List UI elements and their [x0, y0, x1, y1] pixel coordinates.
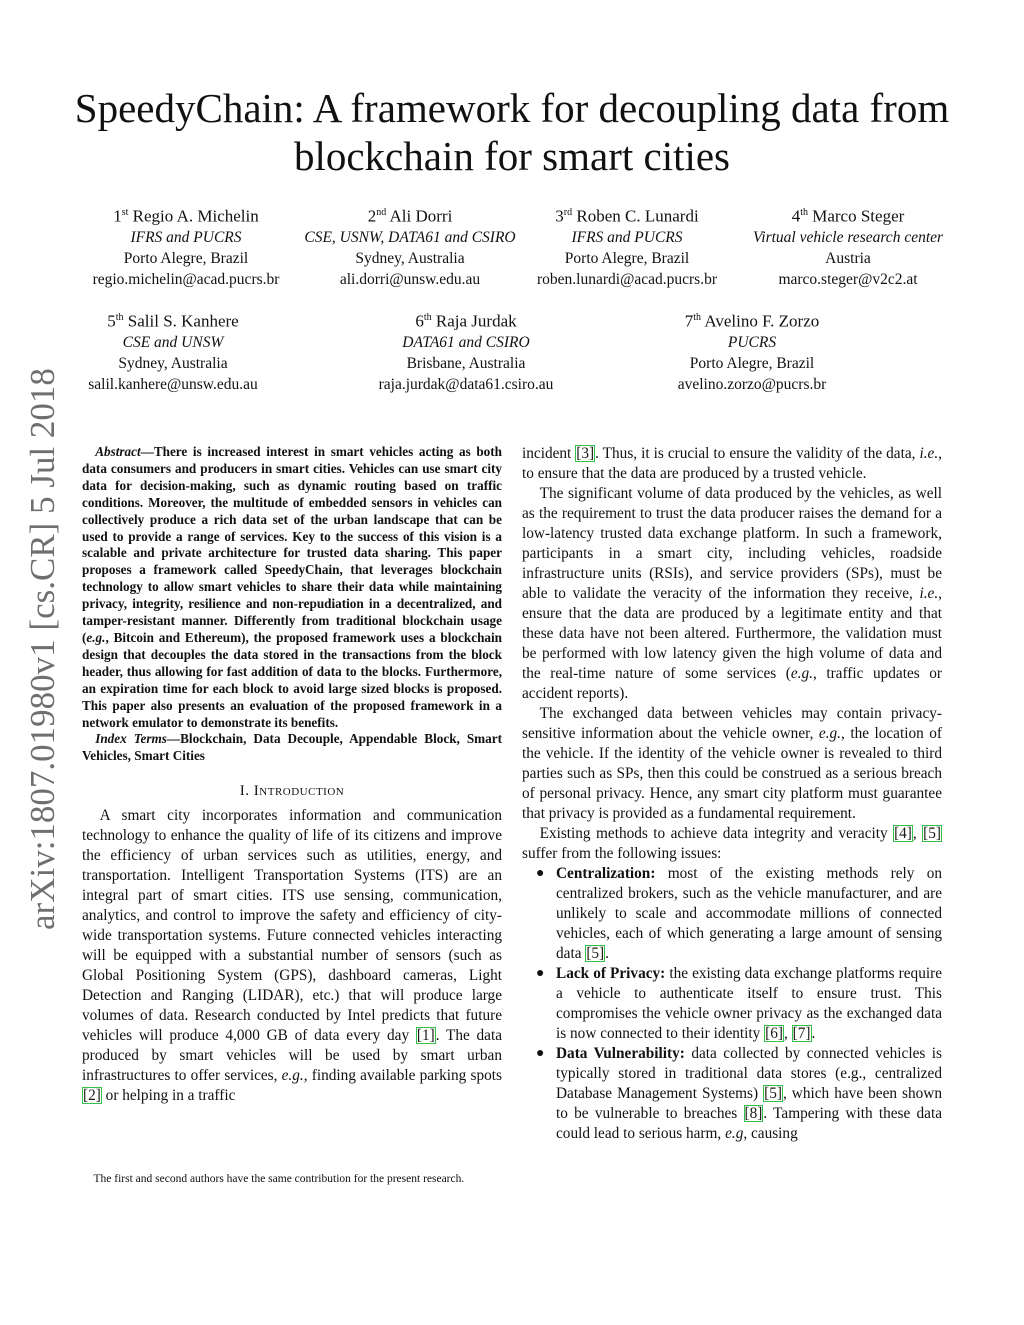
author-email[interactable]: regio.michelin@acad.pucrs.br [92, 270, 280, 288]
citation-link[interactable]: [6] [765, 1025, 784, 1042]
author-email[interactable]: marco.steger@v2c2.at [778, 270, 918, 288]
bullet-icon: ● [536, 866, 545, 881]
index-terms: Index Terms—Blockchain, Data Decouple, Appendable Block, Smart Vehicles, Smart Cities [82, 731, 502, 764]
abstract: Abstract—There is increased interest in smart vehicles acting as both data consumers and producers in smart cities. Vehicles can use smart city data for decision-making, such as dynamic routing based on traffic conditions. Moreover, the multitude of embedded sensors in vehicles can collectively produce a rich data set of the urban landscape that can be used to provide a range of services. Key to the success of this vision is a scalable and private architecture for trusted data sharing. This paper proposes a framework called SpeedyChain, that leverages blockchain technology to allow smart vehicles to share their data while maintaining privacy, integrity, resilience and non-repudiation in a decentralized, and tamper-resistant manner. Differently from traditional blockchain usage (e.g., Bitcoin and Ethereum), the proposed framework uses a blockchain design that decouples the data stored in the transactions from the block header, thus allowing for fast addition of data to the blocks. Furthermore, an expiration time for each block to avoid large sized blocks is proposed. This paper also presents an evaluation of the proposed framework in a network emulator to demonstrate its benefits. [82, 444, 502, 730]
arxiv-identifier: arXiv:1807.01980v1 [cs.CR] 5 Jul 2018 [23, 368, 62, 930]
author-2: 2nd Ali Dorri CSE, USNW, DATA61 and CSIRO Sydney, Australia ali.dorri@unsw.edu.au [288, 202, 532, 290]
author-email[interactable]: raja.jurdak@data61.csiro.au [378, 375, 554, 393]
author-location: Sydney, Australia [118, 354, 228, 372]
citation-link[interactable]: [5] [923, 825, 941, 842]
author-name: Marco Steger [812, 206, 905, 226]
author-name: Avelino F. Zorzo [704, 311, 820, 331]
left-column [82, 444, 502, 1106]
index-terms-label: Index Terms [95, 731, 167, 747]
intro-paragraph-1: A smart city incorporates information and communication technology to enhance the quality of life of its citizens and improve the efficiency of urban services such as utilities, energy, and transportation. Intelligent Transportation Systems (ITS) are an integral part of smart cities. ITS use sensing, communication, analytics, and control to improve the safety and efficiency of city-wide transportation systems. Future connected vehicles interacting will be equipped with a substantial number of sensors (such as Global Positioning System (GPS), dashboard cameras, Light Detection and Ranging (LIDAR), etc.) that will produce large volumes of data. Research conducted by Intel predicts that future vehicles will produce 4,000 GB of data every day [1]. The data produced by smart vehicles will be used by smart urban infrastructures to offer services, e.g., finding available parking spots [2] or helping in a traffic [82, 807, 502, 1105]
bullet-icon: ● [536, 1046, 545, 1061]
bullet-icon: ● [536, 966, 545, 981]
author-affiliation: IFRS and PUCRS [130, 228, 242, 246]
author-affiliation: IFRS and PUCRS [571, 228, 683, 246]
author-location: Sydney, Australia [355, 249, 465, 267]
citation-link[interactable]: [5] [586, 945, 605, 962]
author-6: 6th Raja Jurdak DATA61 and CSIRO Brisbane, Australia raja.jurdak@data61.csiro.au [366, 307, 566, 395]
author-4: 4th Marco Steger Virtual vehicle research center Austria marco.steger@v2c2.at [728, 202, 968, 290]
citation-link[interactable]: [5] [764, 1085, 782, 1102]
author-name: Roben C. Lunardi [576, 206, 699, 226]
citation-link[interactable]: [7] [792, 1025, 811, 1042]
footnote: The first and second authors have the same contribution for the present research. [93, 1173, 465, 1185]
right-column [522, 444, 942, 1144]
intro-paragraph-3: The exchanged data between vehicles may contain privacy-sensitive information about the vehicle owner, e.g., the location of the vehicle. If the identity of the vehicle owner is revealed to third parties such as SPs, then this could be construed as a serious breach of personal privacy. Hence, any smart city platform must guarantee that privacy is provided as a fundamental requirement. [522, 705, 942, 822]
author-email[interactable]: roben.lunardi@acad.pucrs.br [537, 270, 717, 288]
citation-link[interactable]: [3] [576, 445, 595, 462]
intro-paragraph-cont: incident [3]. Thus, it is crucial to ensure the validity of the data, i.e., to ensure that the data are produced by a trusted vehicle. [522, 445, 942, 482]
author-location: Porto Alegre, Brazil [689, 354, 815, 372]
list-item: ● Data Vulnerability: data collected by connected vehicles is typically stored in traditional data stores (e.g., centralized Database Management Systems) [5], which have been shown to be vulnerable to breaches [8]. Tampering with these data could lead to serious harm, e.g, causing [536, 1045, 943, 1142]
author-7: 7th Avelino F. Zorzo PUCRS Porto Alegre, Brazil avelino.zorzo@pucrs.br [662, 307, 842, 395]
citation-link[interactable]: [8] [744, 1105, 763, 1122]
author-email[interactable]: salil.kanhere@unsw.edu.au [88, 375, 258, 393]
author-name: Salil S. Kanhere [127, 311, 239, 331]
section-heading-introduction: I. Introduction [239, 783, 345, 800]
author-affiliation: DATA61 and CSIRO [402, 333, 530, 351]
author-affiliation: CSE, USNW, DATA61 and CSIRO [304, 228, 516, 246]
citation-link[interactable]: [2] [83, 1087, 101, 1105]
list-item: ● Centralization: most of the existing methods rely on centralized brokers, such as the vehicle manufacturer, and are unlikely to scale and accommodate millions of connected vehicles, each of which generating a large amount of sensing data [5]. [536, 865, 942, 962]
author-3: 3rd Roben C. Lunardi IFRS and PUCRS Porto Alegre, Brazil roben.lunardi@acad.pucrs.br [526, 202, 728, 290]
author-email[interactable]: avelino.zorzo@pucrs.br [677, 375, 827, 393]
abstract-label: Abstract [95, 444, 141, 459]
author-location: Austria [825, 249, 871, 267]
paper-title: SpeedyChain: A framework for decoupling data from blockchain for smart cities [74, 85, 950, 179]
author-affiliation: Virtual vehicle research center [752, 228, 944, 246]
author-name: Regio A. Michelin [132, 206, 259, 226]
author-affiliation: PUCRS [727, 333, 777, 351]
intro-paragraph-4: Existing methods to achieve data integrity and veracity [4], [5] suffer from the following issues: [522, 825, 941, 862]
citation-link[interactable]: [1] [416, 1027, 435, 1045]
author-name: Ali Dorri [389, 206, 453, 226]
intro-paragraph-2: The significant volume of data produced by the vehicles, as well as the requirement to trust the data producer raises the demand for a low-latency trusted data exchange platform. In such a framework, participants in a smart city, including vehicles, roadside infrastructure units (RSIs), and service providers (SPs), must be able to validate the veracity of the information they receive, i.e., ensure that the data are produced by a legitimate entity and that these data have not been altered. Furthermore, the validation must be performed with low latency given the high volume of data and the real-time nature of some services (e.g., traffic updates or accident reports). [522, 485, 943, 702]
author-email[interactable]: ali.dorri@unsw.edu.au [339, 270, 481, 288]
issues-list [522, 864, 942, 1144]
author-name: Raja Jurdak [435, 311, 517, 331]
author-location: Porto Alegre, Brazil [564, 249, 690, 267]
author-affiliation: CSE and UNSW [122, 333, 224, 351]
list-item: ● Lack of Privacy: the existing data exchange platforms require a vehicle to authenticate itself to ensure trust. This compromises the vehicle owner privacy as the exchanged data is now connected to their identity [6], [7]. [536, 965, 942, 1042]
author-5: 5th Salil S. Kanhere CSE and UNSW Sydney, Australia salil.kanhere@unsw.edu.au [82, 307, 264, 395]
author-location: Porto Alegre, Brazil [123, 249, 249, 267]
citation-link[interactable]: [4] [894, 825, 912, 842]
author-location: Brisbane, Australia [406, 354, 526, 372]
author-1: 1st Regio A. Michelin IFRS and PUCRS Porto Alegre, Brazil regio.michelin@acad.pucrs.br [86, 202, 286, 290]
